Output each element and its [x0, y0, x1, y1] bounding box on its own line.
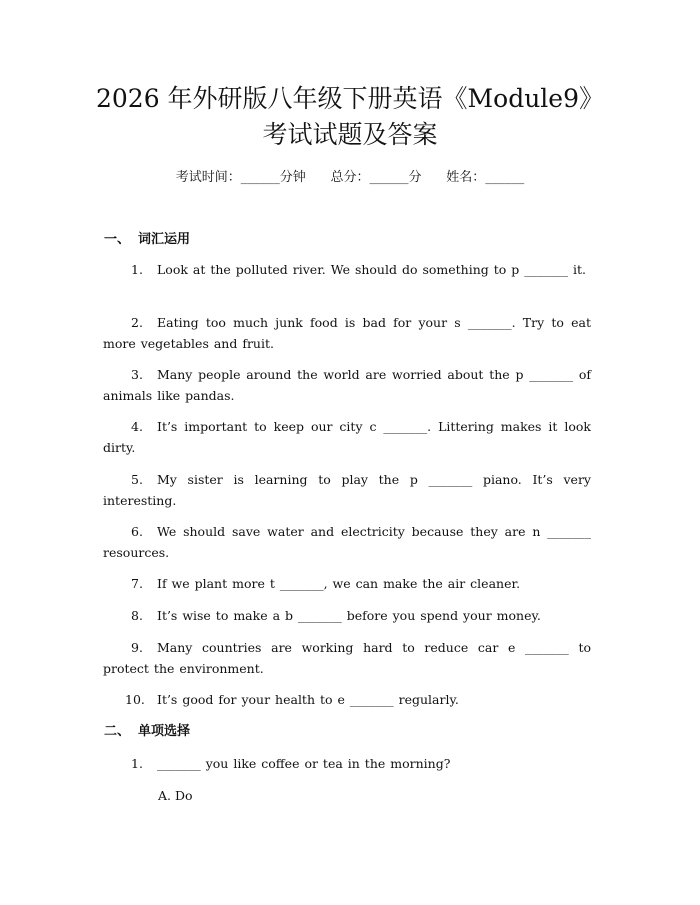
- section-heading-multiple-choice: [104, 723, 190, 741]
- question-item: 1. Look at the polluted river. We should do something to p _______ it.: [131, 262, 586, 277]
- question-item: 3. Many people around the world are worried about the p _______ of animals like pandas.: [103, 367, 591, 403]
- section-heading-vocabulary: [104, 231, 190, 249]
- question-text: We should save water and electricity because they are n _______ resources.: [103, 524, 591, 560]
- section-title: 单项选择: [138, 724, 191, 739]
- question-text: Many people around the world are worried about the p _______ of animals like pandas.: [103, 367, 591, 403]
- question-text: _______ you like coffee or tea in the morning?: [157, 756, 451, 771]
- question-text: My sister is learning to play the p _______ piano. It’s very interesting.: [103, 472, 591, 508]
- question-text: Look at the polluted river. We should do something to p _______ it.: [157, 262, 586, 277]
- question-text: Many countries are working hard to reduce car e _______ to protect the environment.: [103, 640, 591, 676]
- exam-meta: 考试时间：______分钟 总分：______分 姓名：______: [175, 170, 525, 185]
- section-title: 词汇运用: [138, 232, 191, 247]
- question-text: Eating too much junk food is bad for your s _______. Try to eat more vegetables and fruit.: [103, 315, 591, 351]
- page-title: 2026 年外研版八年级下册英语《Module9》: [95, 84, 605, 113]
- question-item: 1. _______ you like coffee or tea in the morning?: [131, 756, 451, 771]
- question-item: 5. My sister is learning to play the p _______ piano. It’s very interesting.: [103, 472, 591, 508]
- question-item: 6. We should save water and electricity because they are n _______ resources.: [103, 524, 591, 560]
- question-text: If we plant more t _______, we can make the air cleaner.: [157, 576, 521, 591]
- question-item: 4. It’s important to keep our city c _______. Littering makes it look dirty.: [103, 419, 591, 455]
- question-item: 7. If we plant more t _______, we can make the air cleaner.: [131, 576, 521, 591]
- question-item: 9. Many countries are working hard to reduce car e _______ to protect the environment.: [103, 640, 591, 676]
- question-item: 8. It’s wise to make a b _______ before you spend your money.: [131, 608, 541, 623]
- question-text: It’s wise to make a b _______ before you spend your money.: [157, 608, 541, 623]
- question-item: 10. It’s good for your health to e _______ regularly.: [125, 692, 459, 707]
- section-number: 一、: [104, 232, 131, 247]
- section-number: 二、: [104, 724, 131, 739]
- question-text: It’s good for your health to e _______ regularly.: [157, 692, 459, 707]
- page-subtitle: 考试试题及答案: [262, 120, 438, 149]
- answer-option: A. Do: [158, 788, 193, 803]
- question-item: 2. Eating too much junk food is bad for your s _______. Try to eat more vegetables and fruit.: [103, 315, 591, 351]
- question-text: It’s important to keep our city c _______. Littering makes it look dirty.: [103, 419, 591, 455]
